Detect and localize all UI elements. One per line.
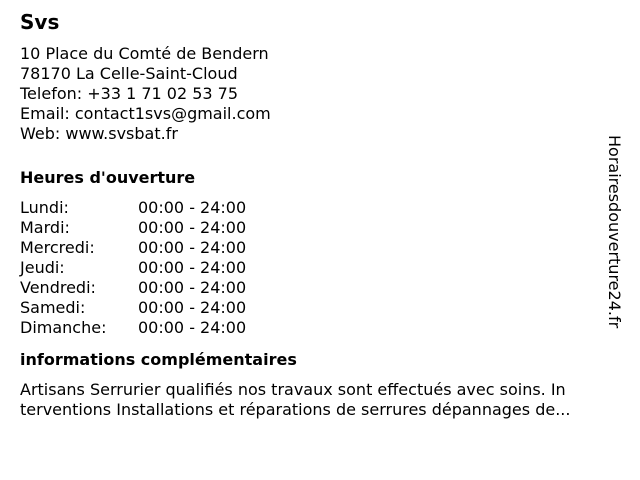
address-line-1: 10 Place du Comté de Bendern bbox=[20, 44, 269, 63]
hours-title: Heures d'ouverture bbox=[20, 168, 196, 187]
hours-day: Dimanche: bbox=[20, 318, 107, 337]
hours-day: Jeudi: bbox=[20, 258, 65, 277]
description-line-1: Artisans Serrurier qualifiés nos travaux sont effectués avec soins. In bbox=[20, 380, 566, 399]
site-watermark bbox=[604, 135, 638, 375]
hours-time: 00:00 - 24:00 bbox=[138, 278, 247, 297]
business-card bbox=[20, 10, 620, 420]
hours-row-tuesday bbox=[20, 218, 620, 238]
web-line: Web: www.svsbat.fr bbox=[20, 124, 178, 143]
hours-day: Vendredi: bbox=[20, 278, 96, 297]
hours-row-saturday bbox=[20, 298, 620, 318]
hours-table bbox=[20, 198, 620, 338]
hours-time: 00:00 - 24:00 bbox=[138, 258, 247, 277]
hours-time: 00:00 - 24:00 bbox=[138, 198, 247, 217]
description bbox=[20, 380, 620, 420]
hours-row-sunday bbox=[20, 318, 620, 338]
description-line-2: terventions Installations et réparations de serrures dépannages de... bbox=[20, 400, 571, 419]
email-line: Email: contact1svs@gmail.com bbox=[20, 104, 271, 123]
hours-day: Lundi: bbox=[20, 198, 69, 217]
hours-time: 00:00 - 24:00 bbox=[138, 318, 247, 337]
hours-row-thursday bbox=[20, 258, 620, 278]
address-line-2: 78170 La Celle-Saint-Cloud bbox=[20, 64, 238, 83]
hours-row-friday bbox=[20, 278, 620, 298]
hours-row-wednesday bbox=[20, 238, 620, 258]
hours-time: 00:00 - 24:00 bbox=[138, 238, 247, 257]
phone-line: Telefon: +33 1 71 02 53 75 bbox=[20, 84, 239, 103]
hours-day: Mercredi: bbox=[20, 238, 95, 257]
hours-day: Samedi: bbox=[20, 298, 86, 317]
contact-block bbox=[20, 44, 620, 144]
info-title: informations complémentaires bbox=[20, 350, 297, 369]
site-watermark-text: Horairesdouverture24.fr bbox=[605, 135, 624, 329]
hours-day: Mardi: bbox=[20, 218, 70, 237]
hours-row-monday bbox=[20, 198, 620, 218]
business-name: Svs bbox=[20, 10, 60, 34]
hours-time: 00:00 - 24:00 bbox=[138, 218, 247, 237]
hours-time: 00:00 - 24:00 bbox=[138, 298, 247, 317]
